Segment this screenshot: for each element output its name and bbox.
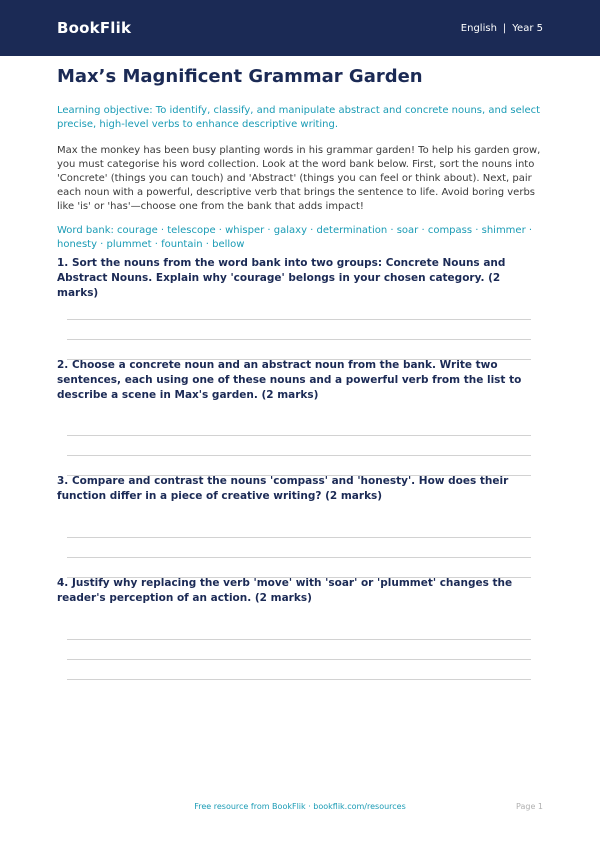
footer-credit-link[interactable]: Free resource from BookFlik · bookflik.com/resources — [194, 802, 406, 811]
question-3 — [57, 474, 543, 504]
question-4 — [57, 576, 543, 606]
answer-line[interactable] — [67, 639, 531, 640]
page-title: Max’s Magnificent Grammar Garden — [57, 66, 423, 87]
header-bar — [0, 0, 600, 56]
word-bank: Word bank: courage · telescope · whisper · galaxy · determination · soar · compass · shimmer · honesty · plummet · fountain · bellow — [57, 225, 533, 250]
question-2 — [57, 358, 543, 403]
brand-logo[interactable]: BookFlik — [57, 19, 132, 37]
answer-line[interactable] — [67, 679, 531, 680]
answer-line[interactable] — [67, 435, 531, 436]
question-text: 2. Choose a concrete noun and an abstract noun from the bank. Write two sentences, each using one of these nouns and a powerful verb from the list to describe a scene in Max's garden. (2 marks) — [57, 359, 522, 401]
footer — [0, 800, 600, 814]
question-text: 1. Sort the nouns from the word bank into two groups: Concrete Nouns and Abstract Nouns. Explain why 'courage' belongs in your chosen category. (2 marks) — [57, 257, 506, 299]
answer-line[interactable] — [67, 319, 531, 320]
question-text: 4. Justify why replacing the verb 'move' with 'soar' or 'plummet' changes the reader's perception of an action. (2 marks) — [57, 577, 513, 604]
answer-line[interactable] — [67, 557, 531, 558]
answer-line[interactable] — [67, 339, 531, 340]
worksheet-intro — [57, 66, 543, 252]
answer-line[interactable] — [67, 659, 531, 660]
answer-line[interactable] — [67, 537, 531, 538]
question-text: 3. Compare and contrast the nouns 'compass' and 'honesty'. How does their function differ in a piece of creative writing? (2 marks) — [57, 475, 509, 502]
breadcrumb-year[interactable]: Year 5 — [512, 22, 543, 34]
page-number: Page 1 — [516, 802, 543, 811]
breadcrumb — [461, 23, 543, 34]
breadcrumb-subject[interactable]: English — [460, 22, 497, 34]
breadcrumb-separator: | — [502, 22, 507, 34]
learning-objective: Learning objective: To identify, classify, and manipulate abstract and concrete nouns, and select precise, high-level verbs to enhance descriptive writing. — [57, 105, 541, 130]
question-1 — [57, 256, 543, 301]
intro-paragraph: Max the monkey has been busy planting words in his grammar garden! To help his garden grow, you must categorise his word collection. Look at the word bank below. First, sort the nouns into 'Concrete' (things you can touch) and 'Abstract' (things you can feel or think about). Next, pair each noun with a powerful, descriptive verb that brings the sentence to life. Avoid boring verbs like 'is' or 'has'—choose one from the bank that adds impact! — [57, 145, 541, 212]
answer-line[interactable] — [67, 455, 531, 456]
